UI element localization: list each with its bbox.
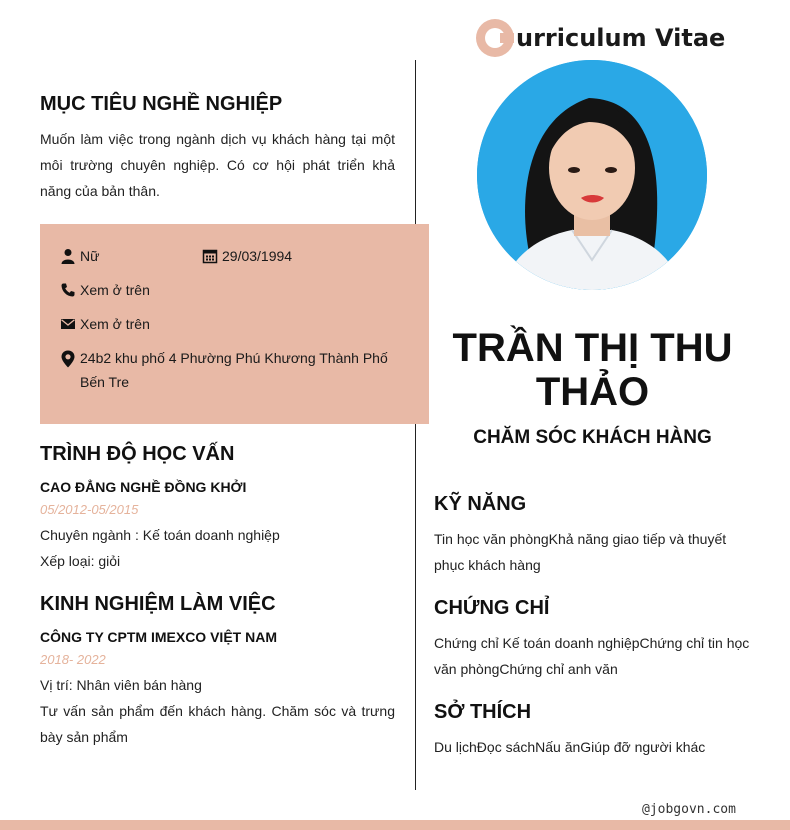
gender-value: Nữ <box>80 248 100 264</box>
footer-watermark: @jobgovn.com <box>642 802 736 817</box>
logo-text: urriculum Vitae <box>516 24 726 52</box>
mail-icon <box>60 316 76 332</box>
location-pin-icon <box>60 350 76 368</box>
experience-company: CÔNG TY CPTM IMEXCO VIỆT NAM <box>40 629 277 645</box>
certificates-text: Chứng chỉ Kế toán doanh nghiệpChứng chỉ tin học văn phòngChứng chỉ anh văn <box>434 635 750 677</box>
email-value: Xem ở trên <box>80 316 150 332</box>
certificates-title: CHỨNG CHỈ <box>434 597 550 619</box>
experience-title: KINH NGHIỆM LÀM VIỆC <box>40 593 276 615</box>
profile-photo <box>477 60 707 290</box>
person-icon <box>60 248 76 264</box>
objective-text: Muốn làm việc trong ngành dịch vụ khách hàng tại một môi trường chuyên nghiệp. Có cơ hội phát triển khả năng của bản thân. <box>40 131 395 199</box>
address-row <box>60 346 390 394</box>
column-divider <box>415 60 416 790</box>
gender-row <box>60 244 99 268</box>
phone-row <box>60 278 150 302</box>
experience-position: Vị trí: Nhân viên bán hàng <box>40 677 202 693</box>
experience-period: 2018- 2022 <box>40 652 106 667</box>
experience-description: Tư vấn sản phẩm đến khách hàng. Chăm sóc và trưng bày sản phẩm <box>40 703 395 745</box>
email-row <box>60 312 150 336</box>
skills-title: KỸ NĂNG <box>434 493 527 515</box>
skills-text: Tin học văn phòngKhả năng giao tiếp và thuyết phục khách hàng <box>434 531 727 573</box>
contact-info-box <box>40 224 429 424</box>
education-title: TRÌNH ĐỘ HỌC VẤN <box>40 443 235 465</box>
birthdate-value: 29/03/1994 <box>222 248 293 264</box>
phone-icon <box>60 282 76 298</box>
birthdate-row <box>202 244 292 268</box>
portrait-image <box>477 60 707 290</box>
cv-logo <box>476 18 725 58</box>
objective-title: MỤC TIÊU NGHỀ NGHIỆP <box>40 93 283 115</box>
logo-c-mark <box>476 19 514 57</box>
education-major: Chuyên ngành : Kế toán doanh nghiệp <box>40 527 280 543</box>
education-period: 05/2012-05/2015 <box>40 502 139 517</box>
candidate-name: TRẦN THỊ THU THẢO <box>452 326 733 414</box>
education-school: CAO ĐẲNG NGHỀ ĐỒNG KHỞI <box>40 479 247 495</box>
footer-bar <box>0 820 790 830</box>
hobbies-title: SỞ THÍCH <box>434 701 532 723</box>
hobbies-text: Du lịchĐọc sáchNấu ănGiúp đỡ người khác <box>434 739 706 755</box>
phone-value: Xem ở trên <box>80 282 150 298</box>
education-grade: Xếp loại: giỏi <box>40 553 121 569</box>
calendar-icon <box>202 248 218 264</box>
job-title: CHĂM SÓC KHÁCH HÀNG <box>473 427 712 448</box>
address-value: 24b2 khu phố 4 Phường Phú Khương Thành Phố Bến Tre <box>80 350 388 390</box>
